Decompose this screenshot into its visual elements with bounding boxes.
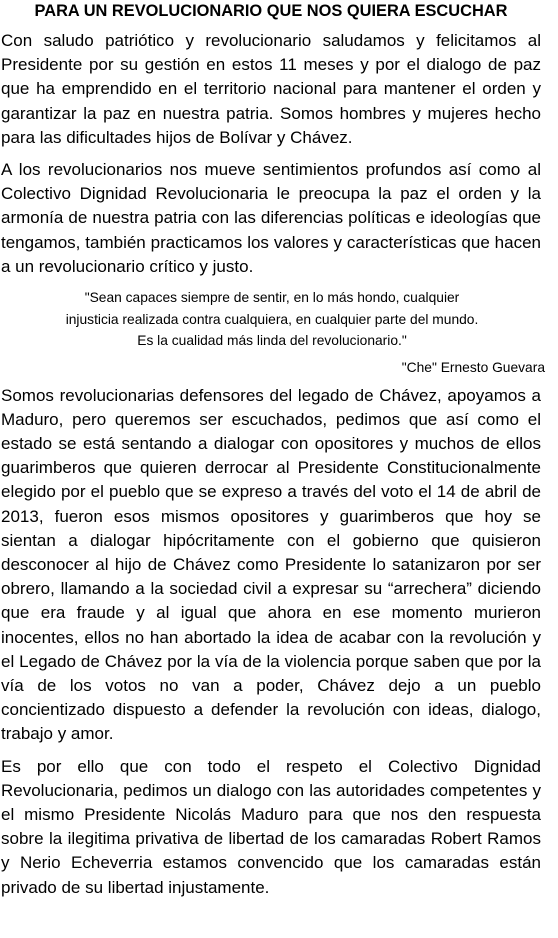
quote-line: "Sean capaces siempre de sentir, en lo más hondo, cualquier [84, 290, 460, 306]
document-title: PARA UN REVOLUCIONARIO QUE NOS QUIERA ESCUCHAR [34, 2, 508, 20]
quote-attribution: "Che" Ernesto Guevara [401, 359, 545, 375]
paragraph-defenders: Somos revolucionarias defensores del legado de Chávez, apoyamos a Maduro, pero queremos ser escuchados, pedimos que así como el estado se está sentando a dialogar con opositores y muchos de ellos guarimberos que quieren derrocar al Presidente Constitucionalmente elegido por el pueblo que se expreso a través del voto el 14 de abril de 2013, fueron esos mismos opositores y guarimberos que hoy se sientan a dialogar hipócritamente con el gobierno que quisieron desconocer al hijo de Chávez como Presidente lo satanizaron por ser obrero, llamando a la sociedad civil a expresar su “arrechera” diciendo que era fraude y al igual que ahora en ese momento murieron inocentes, ellos no han abortado la idea de acabar con la revolución y el Legado de Chávez por la vía de la violencia porque saben que por la vía de los votos no van a poder, Chávez dejo a un pueblo concientizado dispuesto a defender la revolución con ideas, dialogo, trabajo y amor. [1, 385, 541, 744]
quote-line: injusticia realizada contra cualquiera, en cualquier parte del mundo. [65, 311, 479, 327]
paragraph-values: A los revolucionarios nos mueve sentimientos profundos así como al Colectivo Dignidad Revolucionaria le preocupa la paz el orden y la armonía de nuestra patria con las diferencias políticas e ideologías que tengamos, también practicamos los valores y características que hacen a un revolucionario crítico y justo. [1, 160, 541, 276]
paragraph-request: Es por ello que con todo el respeto el Colectivo Dignidad Revolucionaria, pedimos un dialogo con las autoridades competentes y el mismo Presidente Nicolás Maduro para que nos den respuesta sobre la ilegitima privativa de libertad de los camaradas Robert Ramos y Nerio Echeverria estamos convencido que los camaradas están privado de su libertad injustamente. [1, 756, 541, 897]
quote-line: Es la cualidad más linda del revolucionario." [137, 333, 407, 349]
che-quote [1, 287, 541, 352]
paragraph-greeting: Con saludo patriótico y revolucionario saludamos y felicitamos al Presidente por su gestión en estos 11 meses y por el dialogo de paz que ha emprendido en el territorio nacional para mantener el orden y garantizar la paz en nuestra patria. Somos hombres y mujeres hecho para las dificultades hijos de Bolívar y Chávez. [1, 31, 541, 147]
